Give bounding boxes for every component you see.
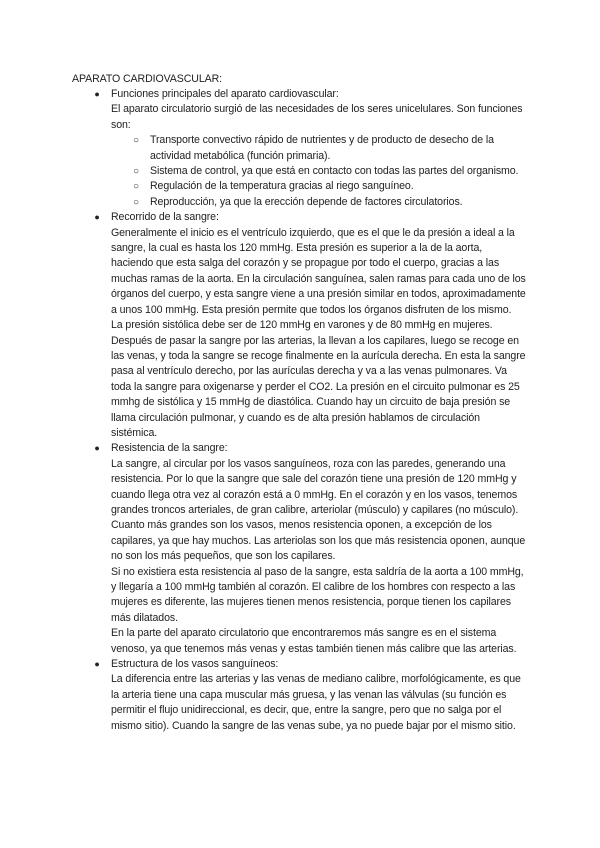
sub-list-text: Regulación de la temperatura gracias al riego sanguíneo.: [150, 180, 414, 193]
bullet-icon: ●: [94, 443, 100, 454]
sections-list: [72, 87, 527, 734]
document-title: APARATO CARDIOVASCULAR:: [72, 73, 222, 85]
document-page: [72, 72, 527, 734]
sub-list-item: [133, 164, 527, 179]
circle-bullet-icon: ○: [133, 196, 139, 208]
section-item: [94, 210, 527, 441]
section-heading: Recorrido de la sangre:: [111, 211, 219, 224]
section-paragraph: La presión sistólica debe ser de 120 mmHg en varones y de 80 mmHg en mujeres. Después de pasar la sangre por las arterias, la llevan a los capilares, luego se recoge en las venas, y toda la sangre se recoge finalmente en la aurícula derecha. En esta la sangre pasa al ventrículo derecho, por las aurículas derecha y va a las venas pulmonares. Va toda la sangre para oxigenarse y perder el CO2. La presión en el circuito pulmonar es 25 mmhg de sistólica y 15 mmHg de diastólica. Cuando hay un circuito de baja presión se llama circulación pulmonar, y cuando es de alta presión hablamos de circulación sistémica.: [111, 319, 526, 439]
bullet-icon: ●: [94, 89, 100, 99]
section-item: [94, 657, 527, 734]
sub-list-text: Sistema de control, ya que está en contacto con todas las partes del organismo.: [150, 165, 519, 178]
section-item: [94, 87, 527, 210]
circle-bullet-icon: ○: [133, 135, 139, 147]
section-heading: Resistencia de la sangre:: [111, 442, 228, 455]
section-paragraph: El aparato circulatorio surgió de las necesidades de los seres unicelulares. Son funciones son:: [111, 103, 523, 131]
circle-bullet-icon: ○: [133, 166, 139, 178]
section-heading: Estructura de los vasos sanguíneos:: [111, 658, 279, 671]
sub-list-item: [133, 133, 527, 164]
section-paragraph: En la parte del aparato circulatorio que encontraremos más sangre es en el sistema venoso, ya que tenemos más venas y estas también tienen más calibre que las arterias.: [111, 627, 517, 655]
section-heading: Funciones principales del aparato cardiovascular:: [111, 88, 339, 100]
section-item: [94, 441, 527, 657]
circle-bullet-icon: ○: [133, 181, 139, 193]
section-paragraph: Generalmente el inicio es el ventrículo izquierdo, que es el que le da presión a ideal a la sangre, la cual es hasta los 120 mmHg. Esta presión es superior a la de la aorta, haciendo que esta salga del corazón y se propague por todo el cuerpo, gracias a las muchas ramas de la aorta. En la circulación sanguínea, salen ramas para cada uno de los órganos del cuerpo, y esta sangre viene a una presión similar en todos, aproximadamente a unos 100 mmHg. Esta presión permite que todos los órganos disfruten de los mismo.: [111, 226, 526, 316]
sub-list-text: Reproducción, ya que la erección depende de factores circulatorios.: [150, 195, 463, 208]
sub-list-item: [133, 195, 527, 210]
sub-list-text: Transporte convectivo rápido de nutrientes y de producto de desecho de la actividad metabólica (función primaria).: [150, 134, 494, 162]
section-paragraph: Si no existiera esta resistencia al paso de la sangre, esta saldría de la aorta a 100 mmHg, y llegaría a 100 mmHg también al corazón. El calibre de los hombres con respecto a las mujeres es diferente, las mujeres tienen menos resistencia, porque tienen los capilares más dilatados.: [111, 565, 524, 624]
bullet-icon: ●: [94, 659, 100, 670]
sub-list-item: [133, 179, 527, 194]
section-paragraph: La diferencia entre las arterias y las venas de mediano calibre, morfológicamente, es que la arteria tiene una capa muscular más gruesa, y las venan las válvulas (su función es permitir el flujo unidireccional, es decir, que, entre la sangre, pero que no salga por el mismo sitio). Cuando la sangre de las venas sube, ya no puede bajar por el mismo sitio.: [111, 673, 521, 732]
section-paragraph: La sangre, al circular por los vasos sanguíneos, roza con las paredes, generando una resistencia. Por lo que la sangre que sale del corazón tiene una presión de 120 mmHg y cuando llega otra vez al corazón está a 0 mmHg. En el corazón y en los vasos, tenemos grandes troncos arteriales, de gran calibre, arteriolar (músculo) y capilares (no músculo). Cuanto más grandes son los vasos, menos resistencia oponen, a excepción de los capilares, ya que hay muchos. Las arteriolas son los que más resistencia oponen, aunque no son los más pequeños, que son los capilares.: [111, 457, 526, 563]
bullet-icon: ●: [94, 212, 100, 223]
